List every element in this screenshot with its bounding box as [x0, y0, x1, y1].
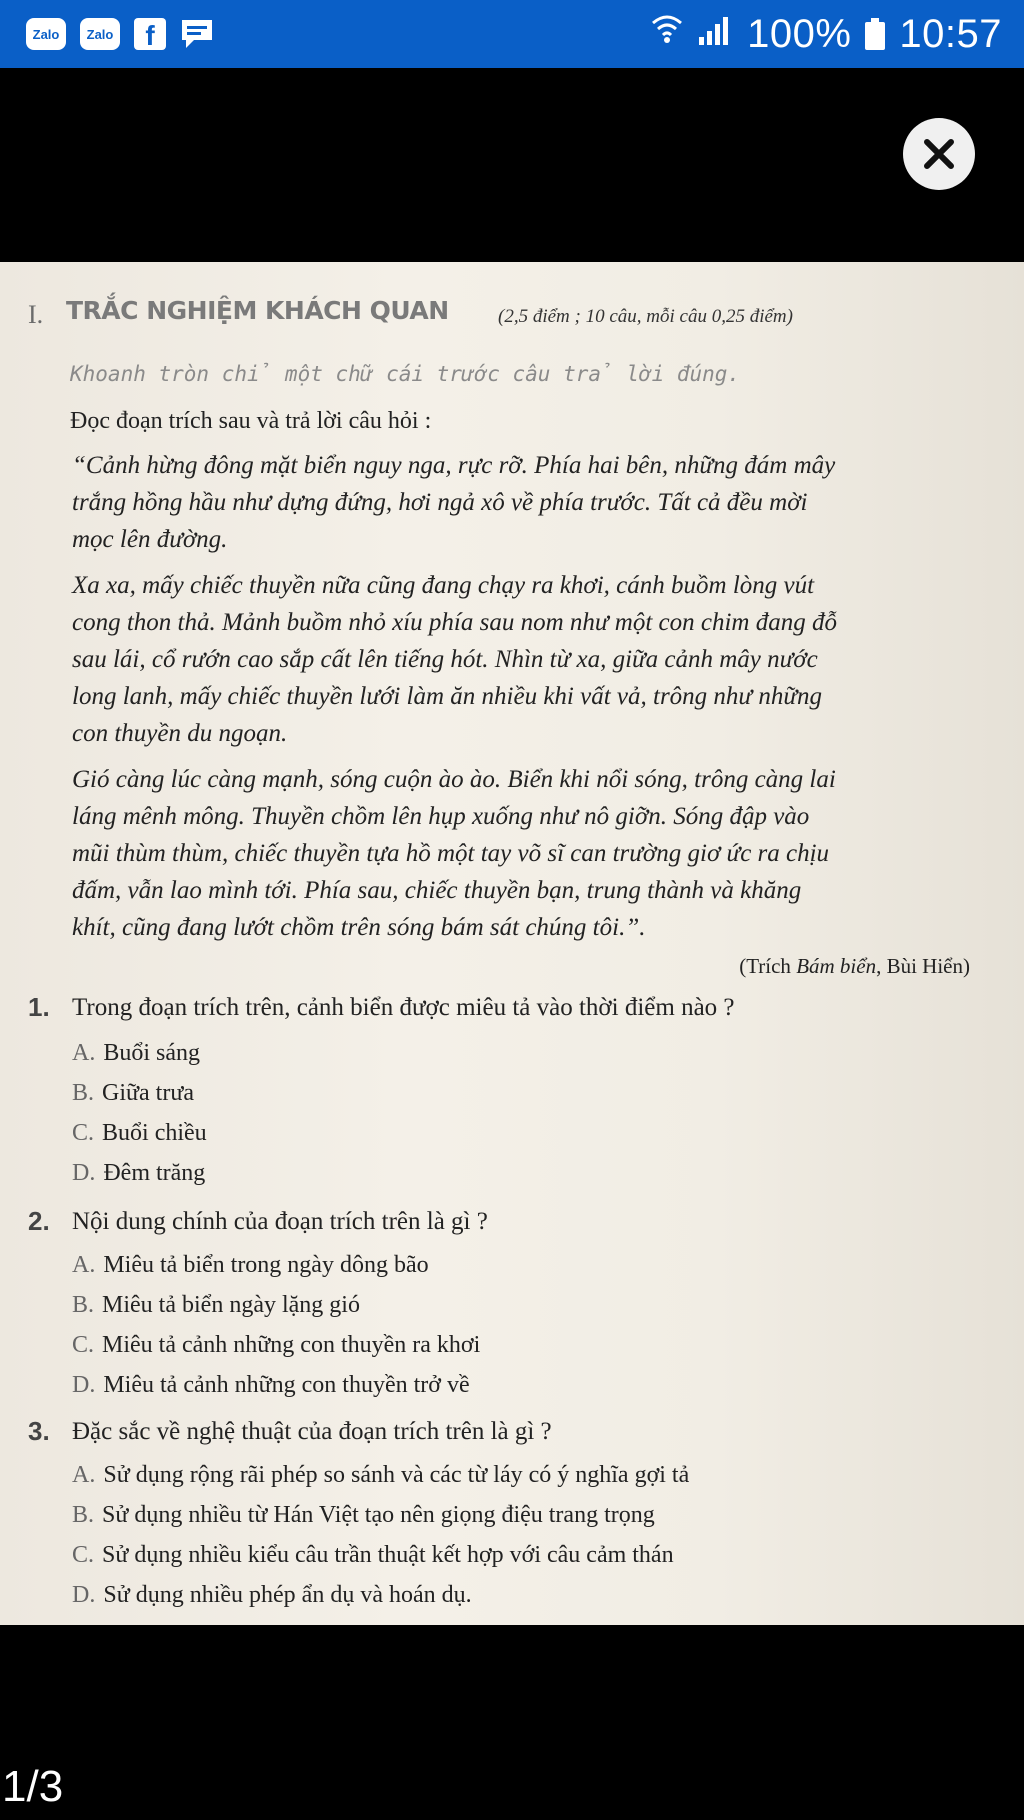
question-text: Trong đoạn trích trên, cảnh biển được miêu tả vào thời điểm nào ? — [72, 994, 735, 1021]
reading-lead: Đọc đoạn trích sau và trả lời câu hỏi : — [70, 408, 432, 434]
passage-line: long lanh, mấy chiếc thuyền lưới làm ăn nhiều khi vất vả, trông như những — [72, 683, 822, 710]
section-number: I. — [28, 300, 44, 329]
close-icon — [922, 137, 956, 171]
status-bar — [0, 0, 1024, 68]
answer-option: A. Buổi sáng — [72, 1040, 201, 1066]
message-icon — [180, 18, 214, 50]
answer-option: C. Sử dụng nhiều kiểu câu trần thuật kết hợp với câu cảm thán — [72, 1542, 674, 1568]
answer-option: B. Miêu tả biển ngày lặng gió — [72, 1292, 360, 1318]
answer-option: D. Miêu tả cảnh những con thuyền trở về — [72, 1372, 470, 1398]
clock: 10:57 — [899, 11, 1002, 56]
page-indicator: 1/3 — [2, 1762, 64, 1811]
passage-line: sau lái, cổ rướn cao sắp cất lên tiếng hót. Nhìn từ xa, giữa cảnh mây nước — [72, 646, 818, 673]
answer-option: D. Sử dụng nhiều phép ẩn dụ và hoán dụ. — [72, 1582, 472, 1608]
passage-line: “Cảnh hừng đông mặt biển nguy nga, rực rỡ. Phía hai bên, những đám mây — [72, 452, 836, 479]
question-number: 3. — [28, 1416, 50, 1446]
passage-line: mũi thùm thùm, chiếc thuyền tựa hồ một tay võ sĩ can trường giơ ức ra chịu — [72, 840, 830, 867]
battery-icon — [865, 18, 885, 50]
battery-percentage: 100% — [747, 11, 852, 56]
passage-line: mọc lên đường. — [72, 526, 228, 553]
answer-option: B. Giữa trưa — [72, 1080, 194, 1106]
answer-option: B. Sử dụng nhiều từ Hán Việt tạo nên giọng điệu trang trọng — [72, 1502, 655, 1528]
passage-line: trắng hồng hầu như dựng đứng, hơi ngả xô về phía trước. Tất cả đều mời — [72, 489, 808, 516]
passage-line: Xa xa, mấy chiếc thuyền nữa cũng đang chạy ra khơi, cánh buồm lòng vút — [72, 572, 815, 599]
photo-viewer-image[interactable] — [0, 262, 1024, 1625]
facebook-icon: f — [134, 18, 166, 50]
notification-icons — [26, 18, 214, 50]
answer-option: C. Miêu tả cảnh những con thuyền ra khơi — [72, 1332, 481, 1358]
passage-line: khít, cũng đang lướt chồm trên sóng bám sát chúng tôi.”. — [72, 914, 646, 941]
passage-line: cong thon thả. Mảnh buồm nhỏ xíu phía sau nom như một con chim đang đỗ — [72, 609, 837, 636]
system-status — [651, 12, 1002, 57]
answer-option: D. Đêm trăng — [72, 1160, 206, 1186]
passage-line: đấm, vẫn lao mình tới. Phía sau, chiếc thuyền bạn, trung thành và khăng — [72, 877, 802, 904]
document-page — [0, 262, 1024, 1625]
instruction: Khoanh tròn chỉ một chữ cái trước câu trả lời đúng. — [70, 362, 741, 386]
close-button[interactable] — [903, 118, 975, 190]
zalo-icon: Zalo — [80, 18, 120, 50]
passage-line: láng mênh mông. Thuyền chồm lên hụp xuống như nô giỡn. Sóng đập vào — [72, 803, 810, 830]
passage-line: con thuyền du ngoạn. — [72, 720, 288, 747]
wifi-icon — [651, 12, 683, 57]
passage-source: (Trích Bám biển, Bùi Hiển) — [739, 954, 970, 978]
question-number: 1. — [28, 992, 50, 1022]
question-text: Nội dung chính của đoạn trích trên là gì ? — [72, 1208, 488, 1235]
question-number: 2. — [28, 1206, 50, 1236]
answer-option: C. Buổi chiều — [72, 1120, 207, 1146]
answer-option: A. Miêu tả biển trong ngày dông bão — [72, 1252, 429, 1278]
question-text: Đặc sắc về nghệ thuật của đoạn trích trên là gì ? — [72, 1418, 552, 1445]
signal-icon — [697, 12, 733, 57]
answer-option: A. Sử dụng rộng rãi phép so sánh và các từ láy có ý nghĩa gợi tả — [72, 1462, 690, 1488]
section-title: TRẮC NGHIỆM KHÁCH QUAN — [66, 296, 449, 325]
passage-line: Gió càng lúc càng mạnh, sóng cuộn ào ào. Biển khi nổi sóng, trông càng lai — [72, 766, 836, 793]
section-note: (2,5 điểm ; 10 câu, mỗi câu 0,25 điểm) — [498, 306, 793, 327]
zalo-icon: Zalo — [26, 18, 66, 50]
